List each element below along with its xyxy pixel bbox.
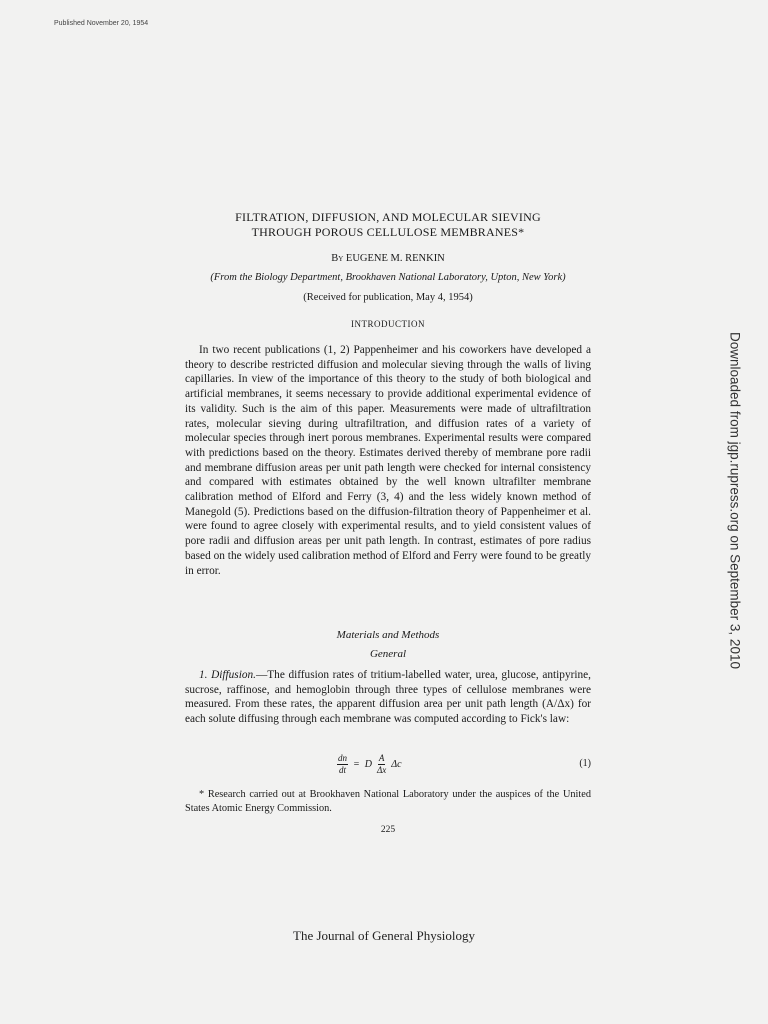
rhs-numerator: A [378, 753, 385, 763]
lhs-fraction [337, 753, 348, 776]
diffusion-coefficient: D [364, 759, 372, 770]
rhs-denominator: Δx [376, 765, 387, 775]
article-title [185, 210, 591, 240]
general-heading: General [369, 648, 407, 660]
materials-heading: Materials and Methods [336, 629, 440, 641]
download-watermark: Downloaded from jgp.rupress.org on September 3, 2010 [727, 332, 743, 669]
fick-equation [185, 753, 591, 783]
concentration-difference: Δc [391, 759, 402, 770]
equation-body [337, 753, 402, 776]
introduction-heading: INTRODUCTION [351, 319, 425, 329]
title-line-1: FILTRATION, DIFFUSION, AND MOLECULAR SIEVING [235, 210, 541, 224]
journal-name: The Journal of General Physiology [293, 928, 475, 943]
author-line [185, 253, 591, 264]
lhs-denominator: dt [338, 765, 346, 775]
equation-number: (1) [579, 758, 591, 769]
diffusion-paragraph [185, 668, 591, 727]
title-line-2: THROUGH POROUS CELLULOSE MEMBRANES* [251, 225, 525, 239]
diffusion-text: —The diffusion rates of tritium-labelled water, urea, glucose, antipyrine, sucrose, raffinose, and hemoglobin through three types of cellulose membranes were measured. From these rates, the apparent diffusion area per unit path length (A/Δx) for each solute diffusing through each membrane was computed according to Fick's law: [185, 669, 591, 726]
rhs-fraction [377, 753, 386, 776]
page-number: 225 [380, 825, 396, 835]
received-date: (Received for publication, May 4, 1954) [303, 292, 473, 303]
diffusion-lead: 1. Diffusion. [199, 669, 256, 681]
footnote: * Research carried out at Brookhaven National Laboratory under the auspices of the United States Atomic Energy Commission. [185, 789, 591, 814]
author-by: By [331, 253, 344, 264]
lhs-numerator: dn [338, 753, 347, 763]
introduction-paragraph: In two recent publications (1, 2) Pappenheimer and his coworkers have developed a theory to describe restricted diffusion and molecular sieving through the walls of living capillaries. In view of the importance of this theory to the study of both biological and artificial membranes, it seems necessary to provide additional experimental evidence of its validity. Such is the aim of this paper. Measurements were made of ultrafiltration rates, molecular sieving during ultrafiltration, and diffusion rates of a variety of molecular species through inert porous membranes. Experimental results were compared with predictions based on the theory. Estimates derived thereby of membrane pore radii and membrane diffusion areas per unit path length were checked for internal consistency and compared with estimates obtained by the well known ultrafilter membrane calibration method of Elford and Ferry (3, 4) and the less widely known method of Manegold (5). Predictions based on the diffusion-filtration theory of Pappenheimer et al. were found to agree closely with experimental results, and to yield consistent values of pore radii and diffusion areas per unit path length. In contrast, estimates of pore radius based on the widely used calibration method of Elford and Ferry were found to be greatly in error. [185, 344, 591, 577]
affiliation: (From the Biology Department, Brookhaven National Laboratory, Upton, New York) [210, 272, 566, 283]
equals-sign: = [353, 759, 360, 770]
author-name: EUGENE M. RENKIN [345, 253, 445, 264]
published-date: Published November 20, 1954 [54, 20, 149, 27]
